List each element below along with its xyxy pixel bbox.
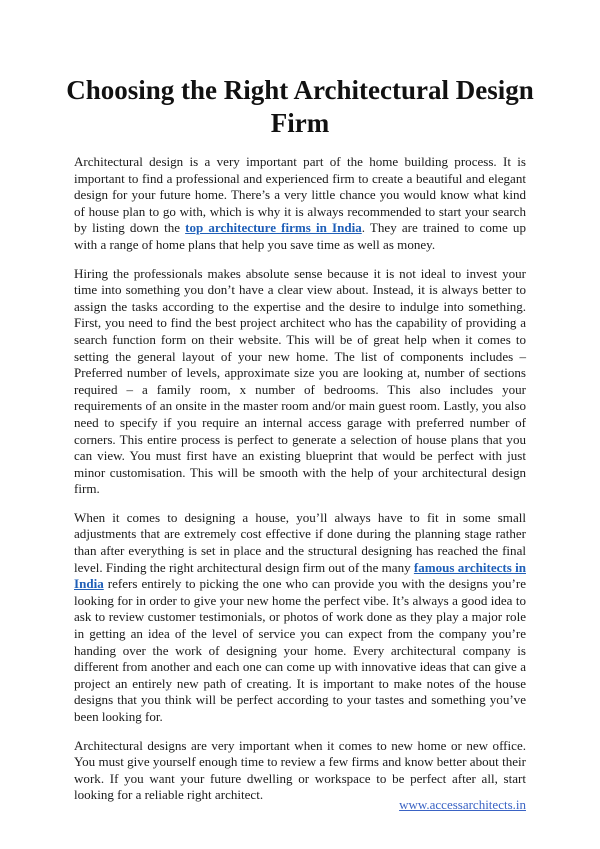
paragraph-4: Architectural designs are very important when it comes to new home or new office. You must give yourself enough time to review a few firms and know better about their work. If you want your future dwelling or workspace to be perfect after all, start looking for a reliable right architect. [74, 737, 526, 803]
paragraph-1 [74, 154, 526, 254]
top-architecture-firms-link[interactable]: top architecture firms in India [185, 220, 362, 236]
page-title: Choosing the Right Architectural Design Firm [66, 75, 534, 138]
paragraph-2: Hiring the professionals makes absolute sense because it is not ideal to invest your time into something you don’t have a clear view about. Instead, it is always better to assign the tasks according to the expertise and the desire to indulge into something. First, you need to find the best project architect who has the capability of providing a search function form on their website. This will be of great help when it comes to setting the general layout of your new home. The list of components includes – Preferred number of levels, approximate size you are looking at, number of sections required – a family room, x number of bedrooms. This also includes your requirements of an onsite in the master room and/or main guest room. Lastly, you also need to specify if you require an internal access garage with preferred number of corners. This entire process is perfect to generate a selection of house plans that you can view. You must first have an existing blueprint that would be perfect with just minor customisation. This will be smooth with the help of your architectural design firm. [74, 265, 526, 497]
paragraph-3-text-after: refers entirely to picking the one who can provide you with the designs you’re looking for in order to give your new home the perfect vibe. It’s always a good idea to ask to review customer testimonials, or photos of work done as they play a major role in getting an idea of the level of service you can expect from the company you’re handing over the work of designing your home. Every architectural company is different from another and each one can come up with innovative ideas that can give a project an entirely new path of creating. It is important to make notes of the house designs that you think will be perfect according to your tastes and something you’ve been looking for. [74, 576, 526, 724]
famous-architects-link[interactable]: famous architects in India [74, 559, 526, 592]
paragraph-3 [74, 510, 526, 726]
paragraph-1-text-before: Architectural design is a very important part of the home building process. It is important to find a professional and experienced firm to create a beautiful and elegant design for your future home. There’s a very little chance you would know what kind of house plan to go with, which is why it is always recommended to start your search by listing down the [74, 154, 526, 236]
paragraph-3-text-before: When it comes to designing a house, you’ll always have to fit in some small adjustments that are extremely cost effective if done during the planning stage rather than after everything is set in place and the structural designing has reached the final level. Finding the right architectural design firm out of the many [74, 509, 526, 575]
footer [399, 797, 526, 813]
website-link[interactable]: www.accessarchitects.in [399, 797, 526, 812]
article-body [74, 154, 526, 816]
paragraph-1-text-after: . They are trained to come up with a range of home plans that help you save time as well as money. [74, 220, 526, 252]
